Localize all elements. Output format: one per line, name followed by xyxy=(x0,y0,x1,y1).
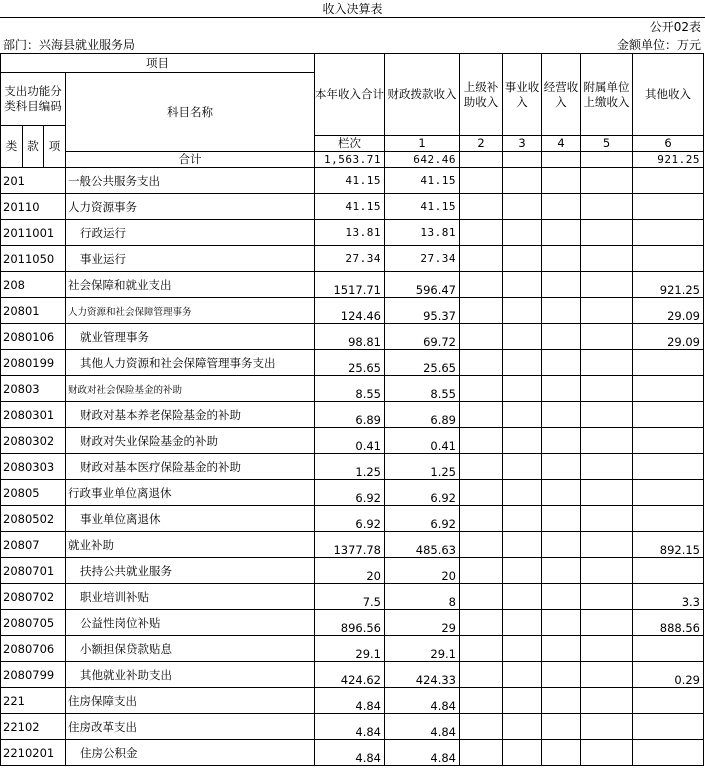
table-row xyxy=(1,636,704,662)
table-row xyxy=(1,246,704,272)
subject-code: 2080302 xyxy=(1,428,66,454)
amount-cell-col-7 xyxy=(633,376,704,402)
amount-cell-col-3 xyxy=(460,584,503,610)
subject-code: 201 xyxy=(1,168,66,194)
subject-name: 就业补助 xyxy=(66,532,315,558)
amount-cell-col-5 xyxy=(542,584,581,610)
amount-cell-col-4 xyxy=(503,506,542,532)
amount-cell-col-6 xyxy=(581,428,633,454)
amount-cell-col-4 xyxy=(503,428,542,454)
subject-code: 221 xyxy=(1,688,66,714)
table-row xyxy=(1,324,704,350)
amount-cell-col-2: 20 xyxy=(385,558,460,584)
amount-cell-col-3 xyxy=(460,714,503,740)
subject-code: 208 xyxy=(1,272,66,298)
amount-cell-col-2: 29.1 xyxy=(385,636,460,662)
amount-cell-col-6 xyxy=(581,350,633,376)
amount-cell-col-4 xyxy=(503,246,542,272)
col-header-1: 本年收入合计 xyxy=(315,54,385,136)
subject-name: 一般公共服务支出 xyxy=(66,168,315,194)
amount-cell-col-7 xyxy=(633,428,704,454)
amount-cell-col-4 xyxy=(503,662,542,688)
amount-cell-col-7: 921.25 xyxy=(633,272,704,298)
col-number-4: 4 xyxy=(542,136,581,152)
amount-cell-col-4 xyxy=(503,584,542,610)
table-row xyxy=(1,662,704,688)
amount-cell-col-4 xyxy=(503,324,542,350)
amount-cell-col-5 xyxy=(542,558,581,584)
amount-cell-col-7 xyxy=(633,506,704,532)
xiang-header: 项 xyxy=(44,126,66,168)
amount-cell-col-6 xyxy=(581,688,633,714)
amount-cell-col-2: 95.37 xyxy=(385,298,460,324)
subject-code: 20807 xyxy=(1,532,66,558)
amount-cell-col-5 xyxy=(542,272,581,298)
subject-name: 住房改革支出 xyxy=(66,714,315,740)
table-row xyxy=(1,610,704,636)
amount-cell-col-2: 69.72 xyxy=(385,324,460,350)
table-row xyxy=(1,428,704,454)
amount-cell-col-7: 3.3 xyxy=(633,584,704,610)
amount-cell-col-4 xyxy=(503,376,542,402)
amount-cell-col-6 xyxy=(581,636,633,662)
col-number-2: 2 xyxy=(460,136,503,152)
amount-cell-col-4 xyxy=(503,480,542,506)
amount-cell-col-2: 424.33 xyxy=(385,662,460,688)
amount-cell-col-1: 124.46 xyxy=(315,298,385,324)
amount-cell-col-4 xyxy=(503,740,542,766)
subject-name: 小额担保贷款贴息 xyxy=(66,636,315,662)
subject-code: 20803 xyxy=(1,376,66,402)
subject-code: 2011050 xyxy=(1,246,66,272)
subject-name: 行政事业单位离退休 xyxy=(66,480,315,506)
subject-name-header: 科目名称 xyxy=(66,73,315,152)
amount-cell-col-2: 4.84 xyxy=(385,740,460,766)
total-value-4 xyxy=(503,152,542,168)
subject-name: 财政对失业保险基金的补助 xyxy=(66,428,315,454)
subject-name: 财政对基本医疗保险基金的补助 xyxy=(66,454,315,480)
col-header-2: 财政拨款收入 xyxy=(385,54,460,136)
subject-name: 其他人力资源和社会保障管理事务支出 xyxy=(66,350,315,376)
amount-cell-col-1: 4.84 xyxy=(315,740,385,766)
amount-cell-col-3 xyxy=(460,428,503,454)
amount-cell-col-5 xyxy=(542,688,581,714)
subject-code: 2080106 xyxy=(1,324,66,350)
subject-name: 人力资源和社会保障管理事务 xyxy=(66,298,315,324)
amount-cell-col-5 xyxy=(542,636,581,662)
subject-code: 2080199 xyxy=(1,350,66,376)
amount-cell-col-5 xyxy=(542,350,581,376)
table-row xyxy=(1,220,704,246)
total-value-1: 1,563.71 xyxy=(315,152,385,168)
amount-cell-col-1: 1517.71 xyxy=(315,272,385,298)
amount-cell-col-6 xyxy=(581,662,633,688)
subject-code: 2011001 xyxy=(1,220,66,246)
amount-cell-col-1: 25.65 xyxy=(315,350,385,376)
amount-cell-col-4 xyxy=(503,558,542,584)
amount-cell-col-7 xyxy=(633,740,704,766)
amount-cell-col-3 xyxy=(460,636,503,662)
amount-cell-col-1: 424.62 xyxy=(315,662,385,688)
form-number: 公开02表 xyxy=(649,20,701,34)
table-row xyxy=(1,298,704,324)
amount-cell-col-5 xyxy=(542,194,581,220)
amount-cell-col-1: 1377.78 xyxy=(315,532,385,558)
subject-name: 人力资源事务 xyxy=(66,194,315,220)
subject-name: 住房保障支出 xyxy=(66,688,315,714)
amount-cell-col-3 xyxy=(460,350,503,376)
amount-cell-col-1: 896.56 xyxy=(315,610,385,636)
item-header: 项目 xyxy=(1,54,315,73)
amount-cell-col-1: 1.25 xyxy=(315,454,385,480)
amount-cell-col-2: 6.92 xyxy=(385,480,460,506)
amount-cell-col-5 xyxy=(542,168,581,194)
amount-cell-col-6 xyxy=(581,194,633,220)
amount-cell-col-1: 6.92 xyxy=(315,480,385,506)
amount-cell-col-6 xyxy=(581,714,633,740)
amount-cell-col-1: 6.89 xyxy=(315,402,385,428)
amount-cell-col-6 xyxy=(581,324,633,350)
amount-cell-col-6 xyxy=(581,246,633,272)
amount-cell-col-6 xyxy=(581,220,633,246)
amount-cell-col-3 xyxy=(460,480,503,506)
table-row xyxy=(1,402,704,428)
subject-code: 2210201 xyxy=(1,740,66,766)
amount-cell-col-6 xyxy=(581,558,633,584)
amount-cell-col-5 xyxy=(542,324,581,350)
amount-cell-col-7 xyxy=(633,714,704,740)
table-row xyxy=(1,454,704,480)
amount-cell-col-3 xyxy=(460,220,503,246)
subject-name: 职业培训补贴 xyxy=(66,584,315,610)
subject-code: 20801 xyxy=(1,298,66,324)
amount-cell-col-3 xyxy=(460,402,503,428)
amount-cell-col-7 xyxy=(633,246,704,272)
amount-cell-col-7 xyxy=(633,350,704,376)
table-row xyxy=(1,740,704,766)
amount-unit-label: 金额单位：万元 xyxy=(616,38,701,52)
kuan-header: 款 xyxy=(23,126,44,168)
amount-cell-col-2: 596.47 xyxy=(385,272,460,298)
subject-name: 其他就业补助支出 xyxy=(66,662,315,688)
amount-cell-col-3 xyxy=(460,532,503,558)
amount-cell-col-4 xyxy=(503,610,542,636)
amount-cell-col-4 xyxy=(503,220,542,246)
amount-cell-col-1: 29.1 xyxy=(315,636,385,662)
amount-cell-col-4 xyxy=(503,402,542,428)
amount-cell-col-1: 6.92 xyxy=(315,506,385,532)
table-row xyxy=(1,272,704,298)
total-label: 合计 xyxy=(66,152,315,168)
amount-cell-col-7: 888.56 xyxy=(633,610,704,636)
amount-cell-col-5 xyxy=(542,532,581,558)
amount-cell-col-5 xyxy=(542,714,581,740)
table-row xyxy=(1,584,704,610)
subject-code: 2080705 xyxy=(1,610,66,636)
amount-cell-col-3 xyxy=(460,506,503,532)
amount-cell-col-2: 0.41 xyxy=(385,428,460,454)
col-number-3: 3 xyxy=(503,136,542,152)
amount-cell-col-2: 41.15 xyxy=(385,168,460,194)
amount-cell-col-4 xyxy=(503,714,542,740)
amount-cell-col-2: 8.55 xyxy=(385,376,460,402)
code-group-header: 支出功能分类科目编码 xyxy=(1,73,66,126)
amount-cell-col-2: 6.89 xyxy=(385,402,460,428)
amount-cell-col-4 xyxy=(503,168,542,194)
amount-cell-col-3 xyxy=(460,168,503,194)
amount-cell-col-7: 892.15 xyxy=(633,532,704,558)
amount-cell-col-2: 6.92 xyxy=(385,506,460,532)
amount-cell-col-2: 27.34 xyxy=(385,246,460,272)
amount-cell-col-7 xyxy=(633,402,704,428)
table-row xyxy=(1,194,704,220)
amount-cell-col-7 xyxy=(633,220,704,246)
amount-cell-col-1: 13.81 xyxy=(315,220,385,246)
amount-cell-col-5 xyxy=(542,402,581,428)
amount-cell-col-7 xyxy=(633,168,704,194)
amount-cell-col-5 xyxy=(542,506,581,532)
table-row xyxy=(1,714,704,740)
amount-cell-col-4 xyxy=(503,350,542,376)
total-value-5 xyxy=(542,152,581,168)
amount-cell-col-7 xyxy=(633,194,704,220)
total-value-7: 921.25 xyxy=(633,152,704,168)
table-row xyxy=(1,558,704,584)
subject-code: 2080502 xyxy=(1,506,66,532)
amount-cell-col-6 xyxy=(581,740,633,766)
amount-cell-col-2: 1.25 xyxy=(385,454,460,480)
lei-header: 类 xyxy=(1,126,23,168)
amount-cell-col-6 xyxy=(581,532,633,558)
table-row xyxy=(1,532,704,558)
subject-name: 财政对社会保险基金的补助 xyxy=(66,376,315,402)
subject-name: 就业管理事务 xyxy=(66,324,315,350)
amount-cell-col-3 xyxy=(460,376,503,402)
amount-cell-col-1: 20 xyxy=(315,558,385,584)
amount-cell-col-2: 29 xyxy=(385,610,460,636)
subject-code: 20110 xyxy=(1,194,66,220)
amount-cell-col-7: 29.09 xyxy=(633,324,704,350)
subject-name: 行政运行 xyxy=(66,220,315,246)
amount-cell-col-5 xyxy=(542,610,581,636)
col-header-7: 其他收入 xyxy=(633,54,704,136)
col-number-5: 5 xyxy=(581,136,633,152)
subject-name: 住房公积金 xyxy=(66,740,315,766)
amount-cell-col-2: 41.15 xyxy=(385,194,460,220)
amount-cell-col-7 xyxy=(633,480,704,506)
amount-cell-col-7 xyxy=(633,688,704,714)
amount-cell-col-1: 7.5 xyxy=(315,584,385,610)
amount-cell-col-1: 0.41 xyxy=(315,428,385,454)
total-value-6 xyxy=(581,152,633,168)
table-row xyxy=(1,376,704,402)
amount-cell-col-1: 8.55 xyxy=(315,376,385,402)
amount-cell-col-5 xyxy=(542,740,581,766)
amount-cell-col-1: 41.15 xyxy=(315,194,385,220)
amount-cell-col-6 xyxy=(581,506,633,532)
amount-cell-col-3 xyxy=(460,194,503,220)
subject-code: 2080799 xyxy=(1,662,66,688)
amount-cell-col-4 xyxy=(503,636,542,662)
amount-cell-col-3 xyxy=(460,272,503,298)
amount-cell-col-7 xyxy=(633,454,704,480)
col-number-1: 1 xyxy=(385,136,460,152)
subject-code: 2080702 xyxy=(1,584,66,610)
amount-cell-col-2: 8 xyxy=(385,584,460,610)
amount-cell-col-1: 4.84 xyxy=(315,688,385,714)
amount-cell-col-4 xyxy=(503,272,542,298)
amount-cell-col-2: 4.84 xyxy=(385,688,460,714)
amount-cell-col-7 xyxy=(633,636,704,662)
amount-cell-col-2: 4.84 xyxy=(385,714,460,740)
amount-cell-col-6 xyxy=(581,168,633,194)
amount-cell-col-3 xyxy=(460,558,503,584)
amount-cell-col-1: 41.15 xyxy=(315,168,385,194)
subject-code: 2080303 xyxy=(1,454,66,480)
amount-cell-col-3 xyxy=(460,610,503,636)
amount-cell-col-5 xyxy=(542,246,581,272)
amount-cell-col-6 xyxy=(581,584,633,610)
income-table xyxy=(0,53,704,766)
subject-name: 扶持公共就业服务 xyxy=(66,558,315,584)
amount-cell-col-3 xyxy=(460,662,503,688)
amount-cell-col-1: 98.81 xyxy=(315,324,385,350)
subject-code: 20805 xyxy=(1,480,66,506)
amount-cell-col-2: 25.65 xyxy=(385,350,460,376)
subject-name: 事业运行 xyxy=(66,246,315,272)
amount-cell-col-7: 0.29 xyxy=(633,662,704,688)
amount-cell-col-3 xyxy=(460,324,503,350)
amount-cell-col-3 xyxy=(460,298,503,324)
total-value-3 xyxy=(460,152,503,168)
col-header-3: 上级补助收入 xyxy=(460,54,503,136)
amount-cell-col-6 xyxy=(581,402,633,428)
amount-cell-col-3 xyxy=(460,454,503,480)
subject-code: 2080706 xyxy=(1,636,66,662)
amount-cell-col-3 xyxy=(460,688,503,714)
subject-name: 社会保障和就业支出 xyxy=(66,272,315,298)
total-value-2: 642.46 xyxy=(385,152,460,168)
amount-cell-col-4 xyxy=(503,688,542,714)
subject-code: 2080301 xyxy=(1,402,66,428)
amount-cell-col-7: 29.09 xyxy=(633,298,704,324)
amount-cell-col-4 xyxy=(503,298,542,324)
amount-cell-col-6 xyxy=(581,298,633,324)
table-row xyxy=(1,506,704,532)
amount-cell-col-4 xyxy=(503,532,542,558)
amount-cell-col-7 xyxy=(633,558,704,584)
col-header-5: 经营收入 xyxy=(542,54,581,136)
table-row xyxy=(1,350,704,376)
col-number-6: 6 xyxy=(633,136,704,152)
amount-cell-col-5 xyxy=(542,662,581,688)
subject-name: 事业单位离退休 xyxy=(66,506,315,532)
amount-cell-col-6 xyxy=(581,480,633,506)
amount-cell-col-4 xyxy=(503,454,542,480)
amount-cell-col-1: 4.84 xyxy=(315,714,385,740)
amount-cell-col-2: 485.63 xyxy=(385,532,460,558)
subject-code: 22102 xyxy=(1,714,66,740)
amount-cell-col-3 xyxy=(460,246,503,272)
table-row xyxy=(1,480,704,506)
subject-code: 2080701 xyxy=(1,558,66,584)
col-header-4: 事业收入 xyxy=(503,54,542,136)
amount-cell-col-4 xyxy=(503,194,542,220)
subject-name: 公益性岗位补贴 xyxy=(66,610,315,636)
amount-cell-col-6 xyxy=(581,610,633,636)
amount-cell-col-5 xyxy=(542,220,581,246)
col-header-6: 附属单位上缴收入 xyxy=(581,54,633,136)
amount-cell-col-6 xyxy=(581,376,633,402)
amount-cell-col-5 xyxy=(542,480,581,506)
table-row xyxy=(1,688,704,714)
amount-cell-col-5 xyxy=(542,376,581,402)
row-number-label: 栏次 xyxy=(315,136,385,152)
amount-cell-col-3 xyxy=(460,740,503,766)
amount-cell-col-5 xyxy=(542,454,581,480)
amount-cell-col-6 xyxy=(581,272,633,298)
amount-cell-col-5 xyxy=(542,428,581,454)
amount-cell-col-2: 13.81 xyxy=(385,220,460,246)
subject-name: 财政对基本养老保险基金的补助 xyxy=(66,402,315,428)
department-label: 部门：兴海县就业服务局 xyxy=(3,38,136,52)
sheet-title: 收入决算表 xyxy=(0,0,705,18)
amount-cell-col-1: 27.34 xyxy=(315,246,385,272)
amount-cell-col-5 xyxy=(542,298,581,324)
table-row xyxy=(1,168,704,194)
amount-cell-col-6 xyxy=(581,454,633,480)
